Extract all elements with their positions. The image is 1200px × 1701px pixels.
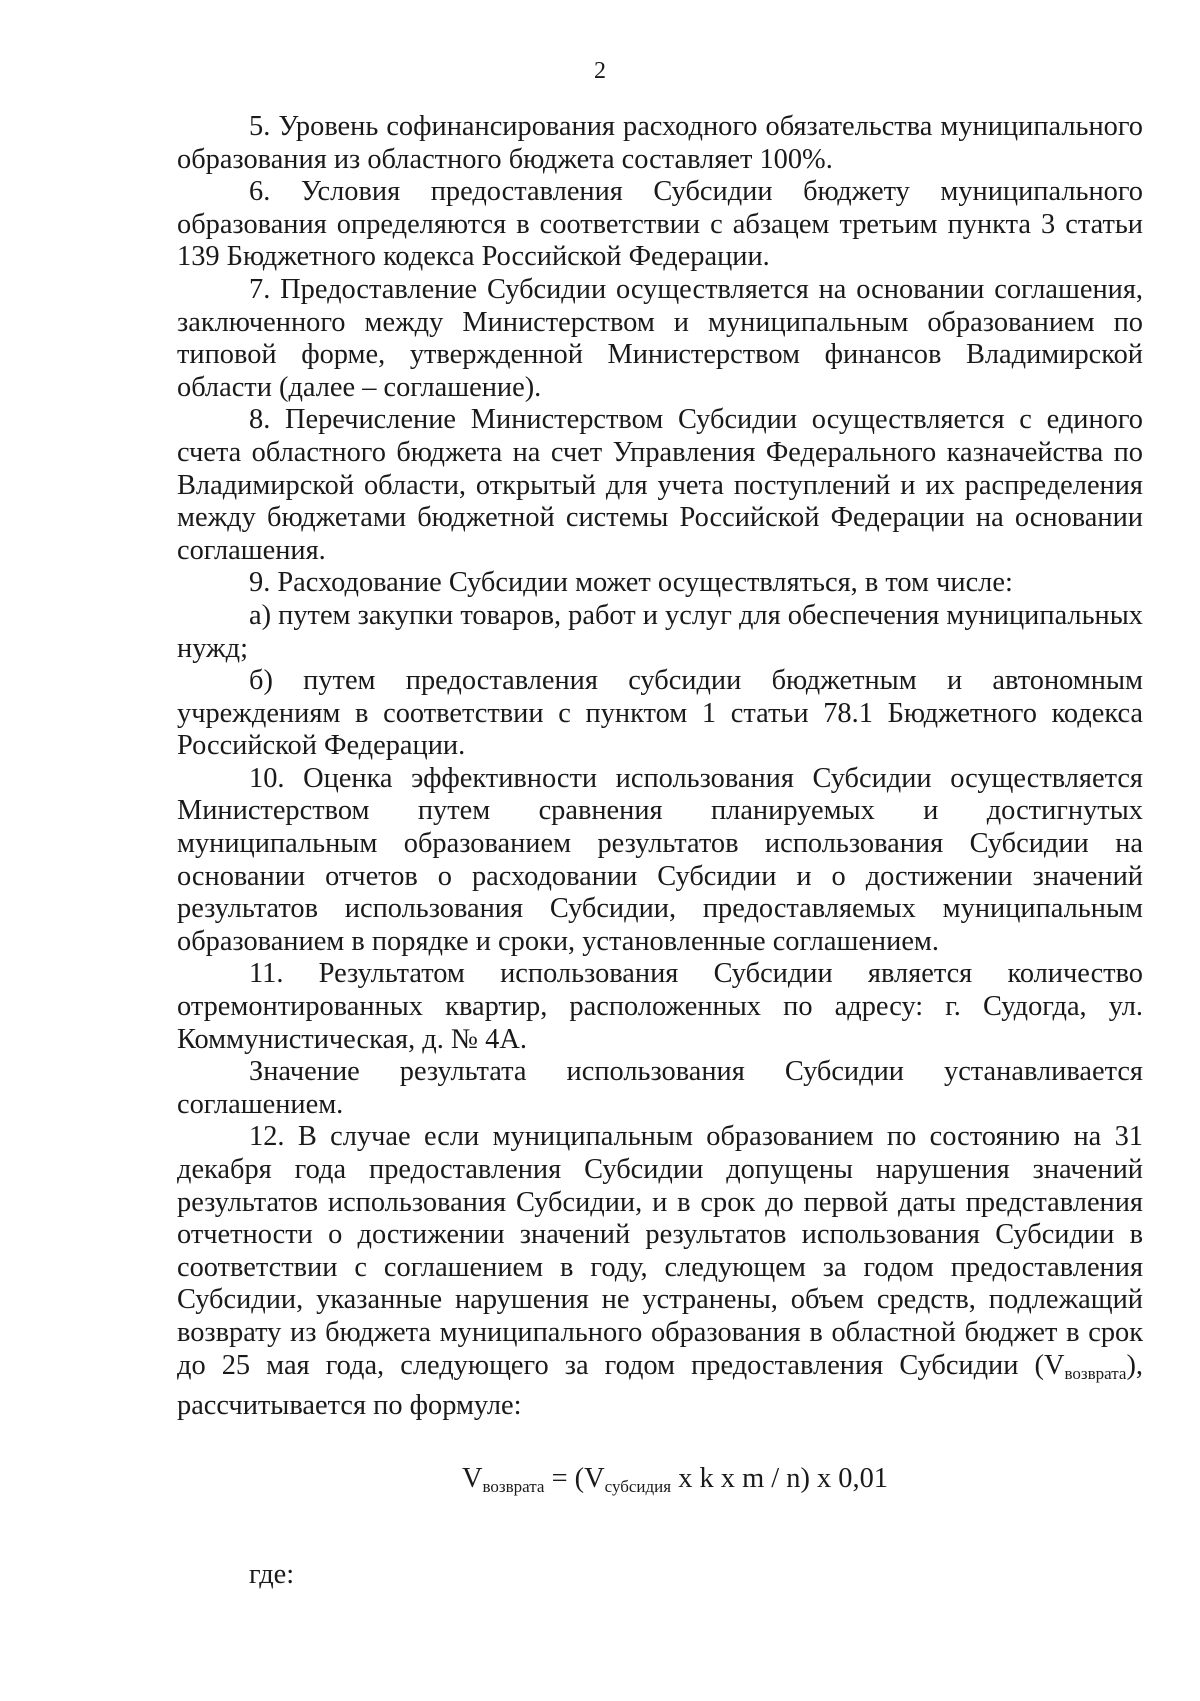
paragraph-12 [177, 1121, 1143, 1422]
paragraph-6: 6. Условия предоставления Субсидии бюджету муниципального образования определяются в соответствии с абзацем третьим пункта 3 статьи 139 Бюджетного кодекса Российской Федерации. [177, 176, 1143, 273]
formula-v: V [462, 1462, 483, 1494]
paragraph-10: 10. Оценка эффективности использования Субсидии осуществляется Министерством путем сравнения планируемых и достигнутых муниципальным образованием результатов использования Субсидии на основании отчетов о расходовании Субсидии и о достижении значений результатов использования Субсидии, предоставляемых муниципальным образованием в порядке и сроки, установленные соглашением. [177, 762, 1143, 957]
paragraph-12-subscript: возврата [1064, 1363, 1127, 1383]
formula-eq: = (V [544, 1462, 605, 1494]
formula-rest: x k x m / n) x 0,01 [671, 1462, 888, 1494]
document-body [177, 111, 1143, 1592]
return-formula [177, 1463, 1143, 1504]
where-label: где: [249, 1559, 295, 1591]
page-number: 2 [594, 58, 606, 84]
formula-v-subscript: возврата [482, 1476, 545, 1496]
paragraph-9: 9. Расходование Субсидии может осуществляться, в том числе: [249, 567, 1013, 599]
paragraph-9-a: а) путем закупки товаров, работ и услуг для обеспечения муниципальных нужд; [177, 599, 1143, 664]
paragraph-8: 8. Перечисление Министерством Субсидии осуществляется с единого счета областного бюджета на счет Управления Федерального казначейства по Владимирской области, открытый для учета поступлений и их распределения между бюджетами бюджетной системы Российской Федерации на основании соглашения. [177, 404, 1143, 566]
paragraph-11: 11. Результатом использования Субсидии является количество отремонтированных квартир, расположенных по адресу: г. Судогда, ул. Коммунистическая, д. № 4А. [177, 958, 1143, 1055]
paragraph-9-b: б) путем предоставления субсидии бюджетным и автономным учреждениям в соответствии с пунктом 1 статьи 78.1 Бюджетного кодекса Российской Федерации. [177, 665, 1143, 762]
paragraph-7: 7. Предоставление Субсидии осуществляется на основании соглашения, заключенного между Министерством и муниципальным образованием по типовой форме, утвержденной Министерством финансов Владимирской области (далее – соглашение). [177, 273, 1143, 403]
paragraph-12-text: 12. В случае если муниципальным образованием по состоянию на 31 декабря года предоставления Субсидии допущены нарушения значений результатов использования Субсидии, и в срок до первой даты представления отчетности о достижении значений результатов использования Субсидии в соответствии с соглашением в году, следующем за годом предоставления Субсидии, указанные нарушения не устранены, объем средств, подлежащий возврату из бюджета муниципального образования в областной бюджет в срок до 25 мая года, следующего за годом предоставления Субсидии (V [177, 1121, 1143, 1381]
paragraph-5: 5. Уровень софинансирования расходного обязательства муниципального образования из областного бюджета составляет 100%. [177, 111, 1143, 175]
paragraph-12-tail: ), рассчитывается по формуле: [177, 1349, 1143, 1422]
formula-subsidy-subscript: субсидия [604, 1476, 672, 1496]
paragraph-11-value: Значение результата использования Субсидии устанавливается соглашением. [177, 1056, 1143, 1120]
